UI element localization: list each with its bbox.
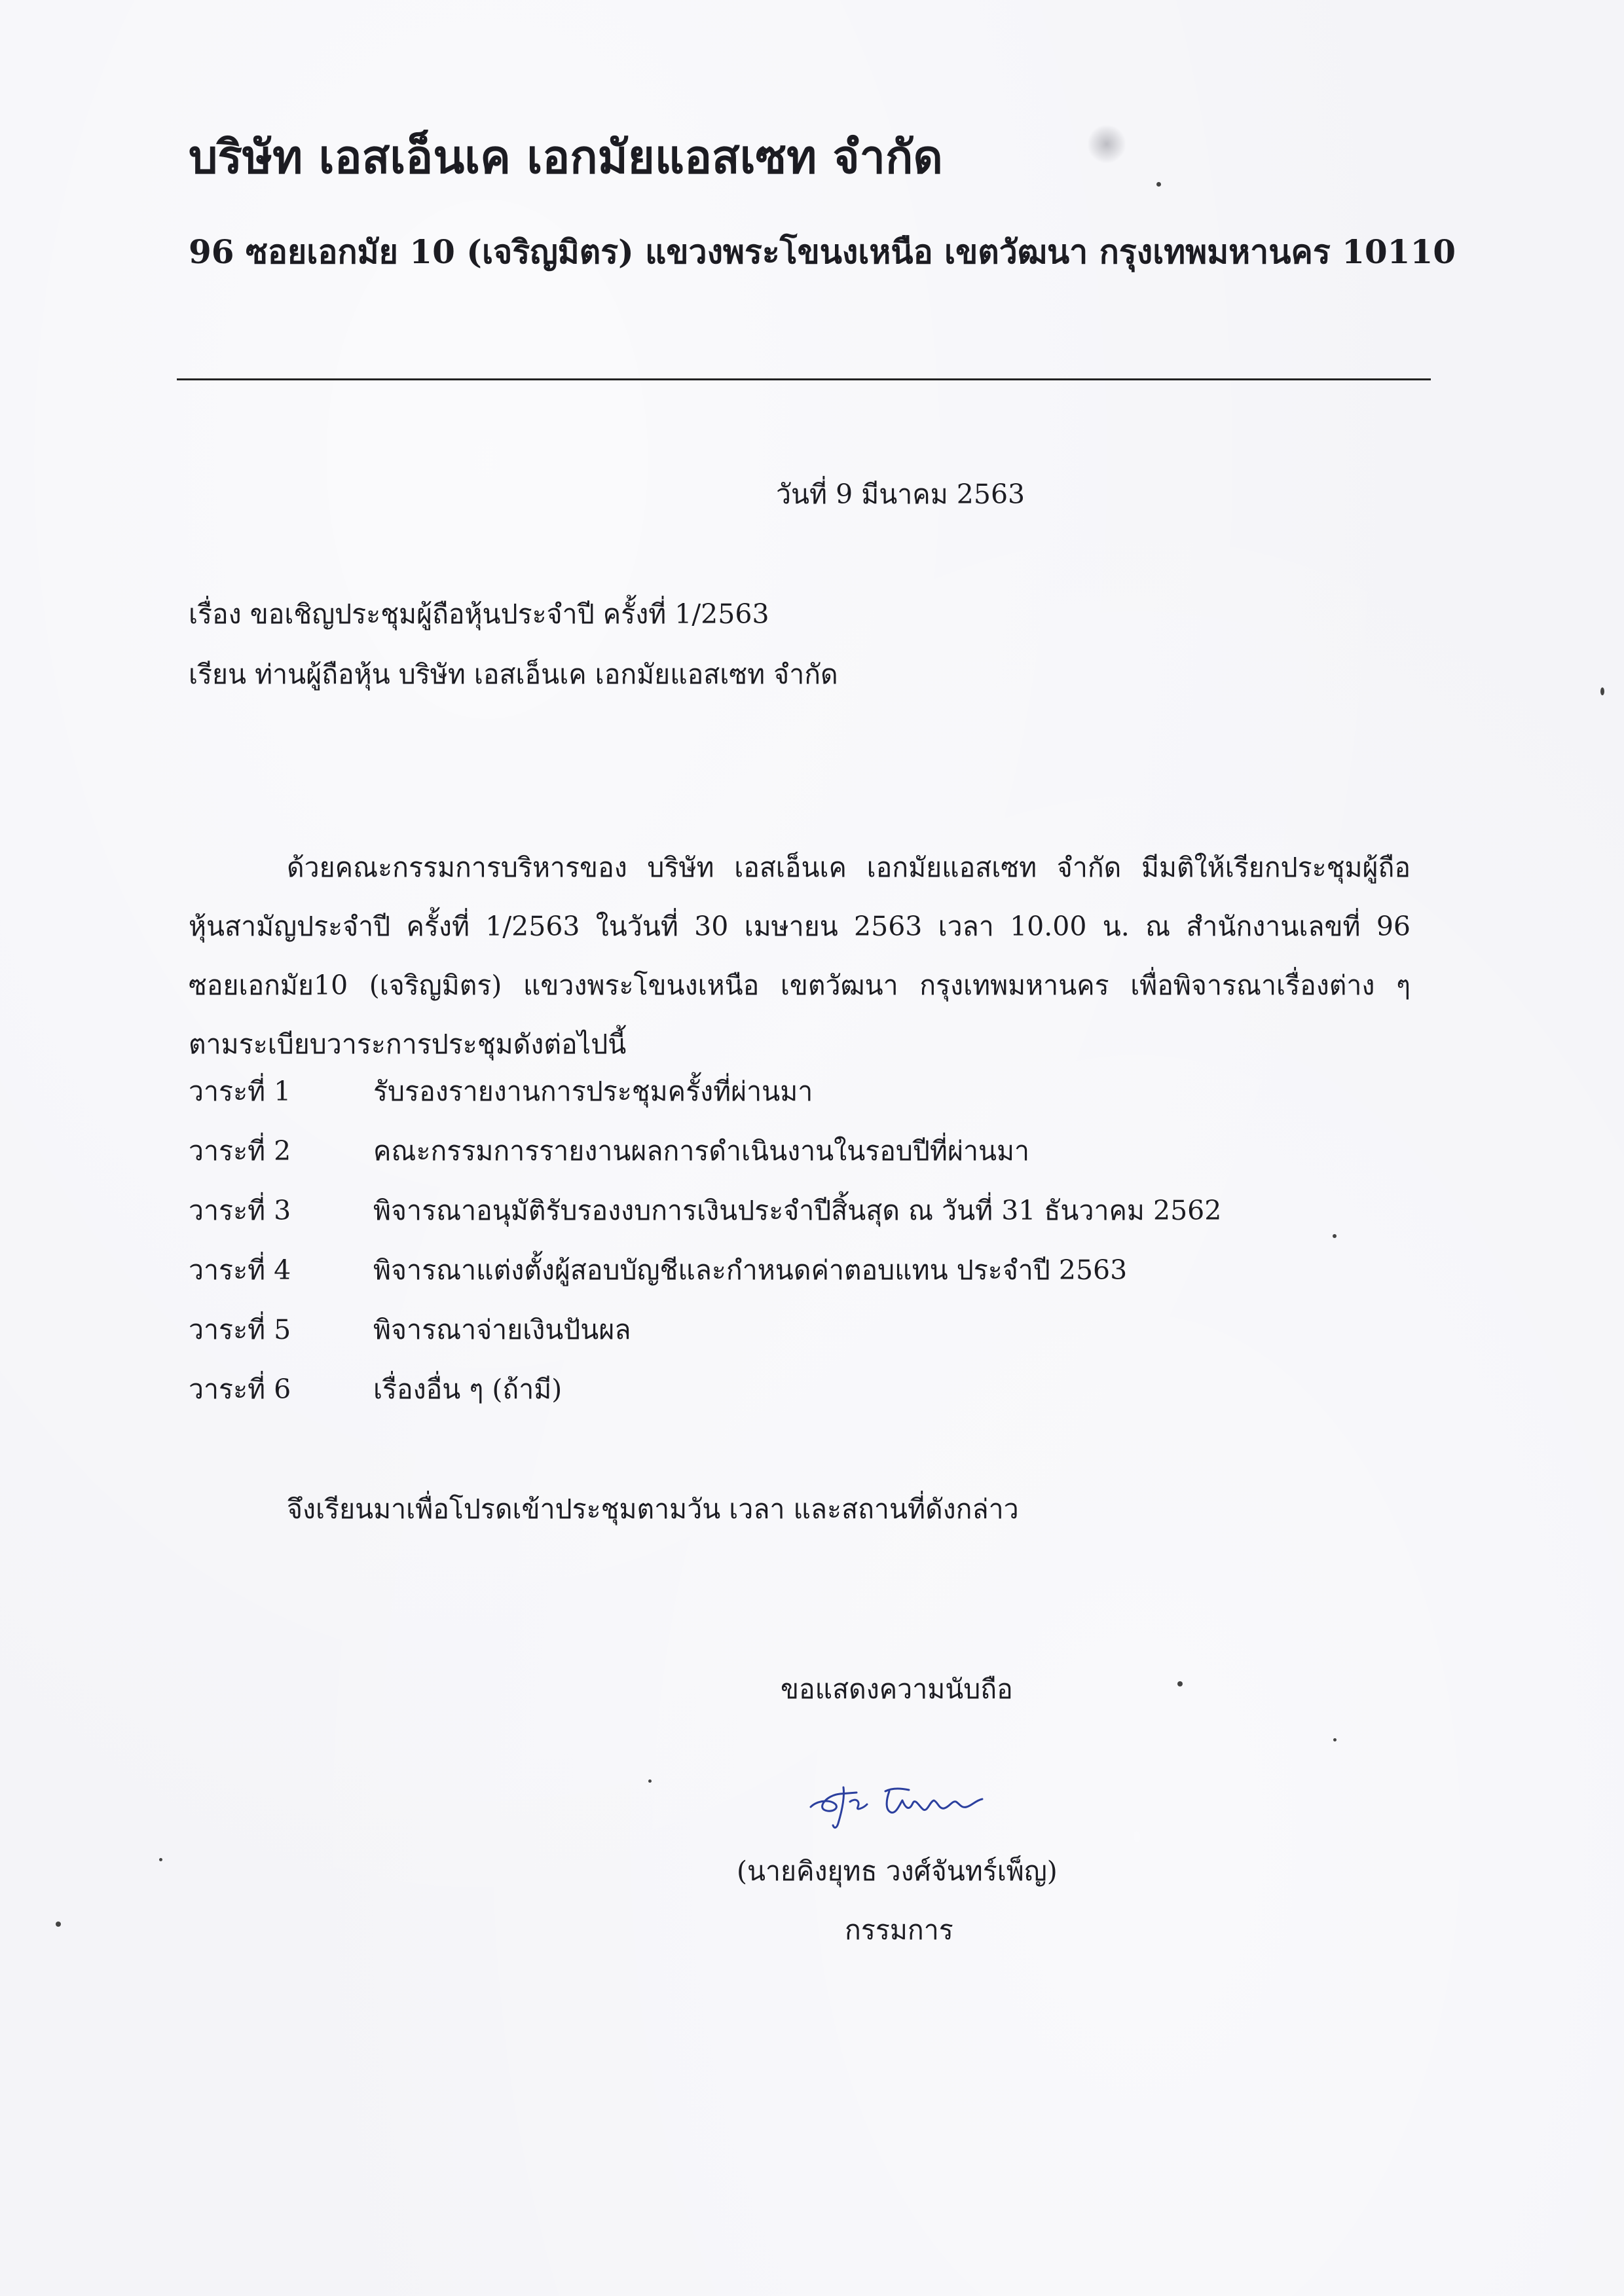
paper-speck	[159, 1858, 162, 1861]
agenda-item	[189, 1070, 1221, 1130]
letter-recipient: เรียน ท่านผู้ถือหุ้น บริษัท เอสเอ็นเค เอกมัยแอสเซท จำกัด	[189, 659, 838, 690]
letter-date: วันที่ 9 มีนาคม 2563	[776, 479, 1025, 510]
paper-speck	[56, 1922, 61, 1927]
agenda-number: วาระที่ 6	[189, 1374, 291, 1405]
agenda-number: วาระที่ 3	[189, 1195, 291, 1226]
agenda-item	[189, 1190, 1221, 1249]
body-line: หุ้นสามัญประจำปี ครั้งที่ 1/2563 ในวันที่ 30 เมษายน 2563 เวลา 10.00 น. ณ สำนักงานเลขที่ 96	[189, 911, 1411, 942]
body-paragraph	[189, 838, 1411, 1074]
regards-line: ขอแสดงความนับถือ	[781, 1673, 1013, 1705]
agenda-number: วาระที่ 2	[189, 1135, 291, 1167]
agenda-text: รับรองรายงานการประชุมครั้งที่ผ่านมา	[373, 1076, 813, 1107]
agenda-text: พิจารณาจ่ายเงินปันผล	[373, 1314, 631, 1345]
agenda-item	[189, 1130, 1221, 1190]
agenda-text: พิจารณาอนุมัติรับรองงบการเงินประจำปีสิ้นสุด ณ วันที่ 31 ธันวาคม 2562	[373, 1195, 1222, 1226]
paper-speck	[1600, 687, 1604, 695]
paper-smudge	[1087, 124, 1126, 164]
handwritten-signature	[804, 1761, 1014, 1833]
agenda-text: เรื่องอื่น ๆ (ถ้ามี)	[373, 1374, 563, 1405]
agenda-item	[189, 1249, 1221, 1309]
letter-subject: เรื่อง ขอเชิญประชุมผู้ถือหุ้นประจำปี ครั้งที่ 1/2563	[189, 598, 769, 630]
agenda-number: วาระที่ 1	[189, 1076, 291, 1107]
body-line: ตามระเบียบวาระการประชุมดังต่อไปนี้	[189, 1029, 627, 1060]
agenda-number: วาระที่ 4	[189, 1254, 291, 1286]
header-divider	[177, 378, 1431, 380]
paper-speck	[1333, 1738, 1337, 1741]
paper-speck	[1177, 1681, 1183, 1686]
body-line: ด้วยคณะกรรมการบริหารของ บริษัท เอสเอ็นเค เอกมัยแอสเซท จำกัด มีมติให้เรียกประชุมผู้ถือ	[287, 852, 1411, 883]
agenda-text: คณะกรรมการรายงานผลการดำเนินงานในรอบปีที่ผ่านมา	[373, 1135, 1030, 1167]
body-line: ซอยเอกมัย10 (เจริญมิตร) แขวงพระโขนงเหนือ เขตวัฒนา กรุงเทพมหานคร เพื่อพิจารณาเรื่องต่าง ๆ	[189, 970, 1411, 1001]
paper-speck	[1156, 182, 1161, 187]
signer-name: (นายคิงยุทธ วงศ์จันทร์เพ็ญ)	[737, 1855, 1058, 1887]
paper-speck	[648, 1779, 652, 1783]
agenda-item	[189, 1309, 1221, 1368]
signer-title: กรรมการ	[845, 1914, 953, 1946]
closing-sentence: จึงเรียนมาเพื่อโปรดเข้าประชุมตามวัน เวลา และสถานที่ดังกล่าว	[287, 1493, 1019, 1525]
company-name: บริษัท เอสเอ็นเค เอกมัยแอสเซท จำกัด	[189, 130, 943, 184]
paper-speck	[1333, 1234, 1337, 1238]
agenda-list	[189, 1070, 1221, 1428]
company-address: 96 ซอยเอกมัย 10 (เจริญมิตร) แขวงพระโขนงเหนือ เขตวัฒนา กรุงเทพมหานคร 10110	[189, 232, 1456, 271]
agenda-text: พิจารณาแต่งตั้งผู้สอบบัญชีและกำหนดค่าตอบแทน ประจำปี 2563	[373, 1254, 1128, 1286]
agenda-number: วาระที่ 5	[189, 1314, 291, 1345]
agenda-item	[189, 1368, 1221, 1428]
